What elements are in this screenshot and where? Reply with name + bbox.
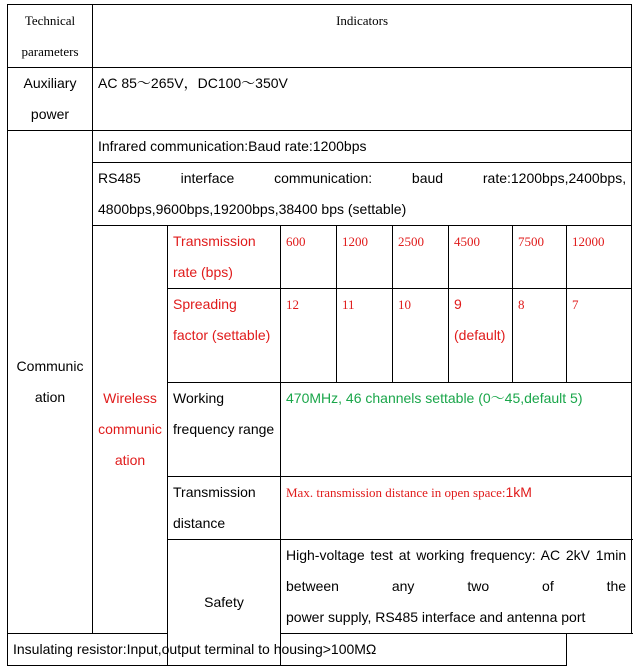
safety-insulating-row [8, 634, 632, 666]
header-indicators: Indicators [93, 5, 632, 68]
safety-high-voltage-value [281, 540, 632, 634]
transmission-distance-label: Transmission distance [168, 477, 281, 540]
transmission-distance-value [281, 477, 632, 540]
communication-label: Communication [8, 131, 93, 634]
spreading-factor-value: 10 [393, 289, 449, 383]
rs485-line-2: 4800bps,9600bps,19200bps,38400 bps (settable) [98, 201, 407, 217]
header-technical-parameters: Technical parameters [8, 5, 93, 68]
transmission-rate-value: 1200 [337, 226, 393, 289]
rs485-value [93, 163, 632, 226]
auxiliary-power-row [8, 68, 632, 131]
auxiliary-power-label: Auxiliary power [8, 68, 93, 131]
infrared-value: Infrared communication:Baud rate:1200bps [93, 131, 632, 163]
wireless-communication-label: Wireless communication [93, 226, 168, 634]
spreading-factor-value: 7 [567, 289, 632, 383]
rs485-line-1: RS485 interface communication: baud rate:1200bps,2400bps, [98, 170, 627, 186]
transmission-distance-prefix: Max. transmission distance in open space: [286, 485, 506, 500]
header-row [8, 5, 632, 68]
working-frequency-label: Working frequency range [168, 383, 281, 477]
spreading-factor-value: 12 [281, 289, 337, 383]
spreading-factor-label: Spreading factor (settable) [168, 289, 281, 383]
transmission-rate-value: 2500 [393, 226, 449, 289]
spreading-factor-value: 8 [513, 289, 567, 383]
transmission-rate-value: 12000 [567, 226, 632, 289]
spreading-factor-value: 11 [337, 289, 393, 383]
working-frequency-value: 470MHz, 46 channels settable (0～45,default 5) [281, 383, 632, 477]
transmission-rate-value: 7500 [513, 226, 567, 289]
technical-parameters-table [7, 4, 632, 666]
safety-insulating-value: Insulating resistor:Input,output terminal to housing>100MΩ [8, 634, 567, 666]
rs485-row [8, 163, 632, 226]
transmission-rate-value: 4500 [449, 226, 513, 289]
auxiliary-power-value: AC 85～265V，DC100～350V [93, 68, 632, 131]
transmission-rate-row [8, 226, 632, 289]
safety-label: Safety [168, 540, 281, 666]
infrared-row [8, 131, 632, 163]
transmission-rate-label: Transmission rate (bps) [168, 226, 281, 289]
spreading-factor-value-default: 9 (default) [449, 289, 513, 383]
transmission-distance-suffix: 1kM [505, 484, 532, 500]
safety-line-1: High-voltage test at working frequency: AC 2kV 1min between any two of the [286, 547, 627, 594]
safety-line-2: power supply, RS485 interface and antenna port [286, 609, 586, 625]
transmission-rate-value: 600 [281, 226, 337, 289]
